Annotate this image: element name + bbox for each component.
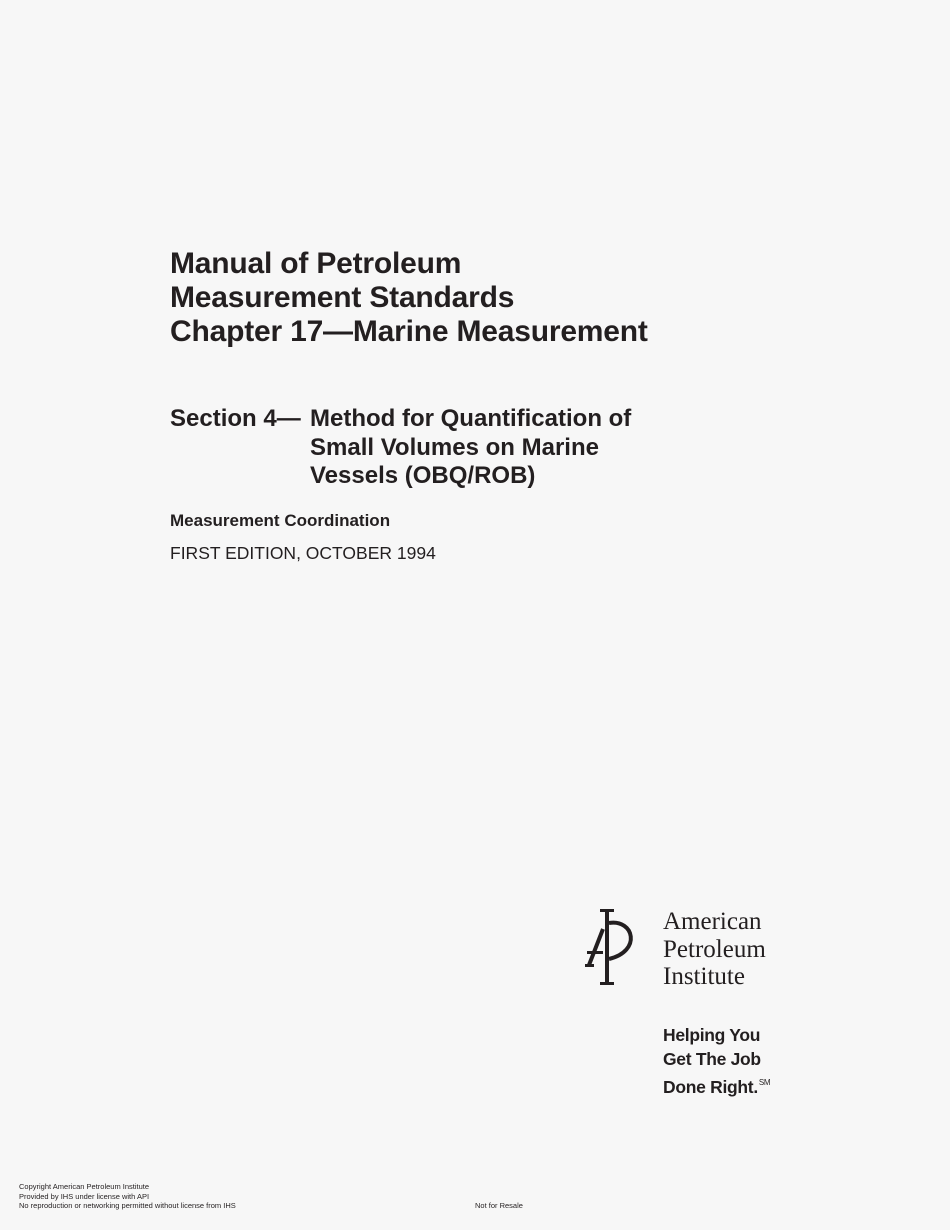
footer-line-3: No reproduction or networking permitted without license from IHS	[19, 1201, 236, 1210]
copyright-footer	[19, 1182, 236, 1211]
title-line-1: Manual of Petroleum	[170, 247, 462, 280]
section-heading	[170, 405, 631, 491]
tagline	[663, 1024, 770, 1100]
edition-label: FIRST EDITION, OCTOBER 1994	[170, 543, 436, 563]
section-line-2: Small Volumes on Marine	[310, 433, 599, 461]
logo-word-3: Institute	[663, 963, 745, 990]
section-line-3: Vessels (OBQ/ROB)	[310, 462, 536, 489]
not-for-resale-label: Not for Resale	[475, 1201, 523, 1210]
title-line-3: Chapter 17—Marine Measurement	[170, 315, 648, 348]
title-line-2: Measurement Standards	[170, 281, 515, 314]
logo-word-2: Petroleum	[663, 935, 766, 963]
logo-word-1: American	[663, 908, 762, 935]
tagline-line-1: Helping You	[663, 1025, 761, 1045]
section-prefix: Section 4—	[170, 405, 301, 432]
api-logo-icon	[584, 907, 644, 987]
document-title	[170, 247, 648, 349]
tagline-line-2: Get The Job	[663, 1048, 761, 1069]
section-line-1: Method for Quantification of	[310, 405, 632, 432]
tagline-line-3: Done Right.	[663, 1077, 758, 1097]
footer-line-1: Copyright American Petroleum Institute	[19, 1182, 150, 1191]
service-mark: SM	[758, 1078, 771, 1087]
api-logo-wordmark	[663, 908, 766, 991]
footer-line-2: Provided by IHS under license with API	[19, 1191, 150, 1201]
coordination-label: Measurement Coordination	[170, 511, 391, 530]
